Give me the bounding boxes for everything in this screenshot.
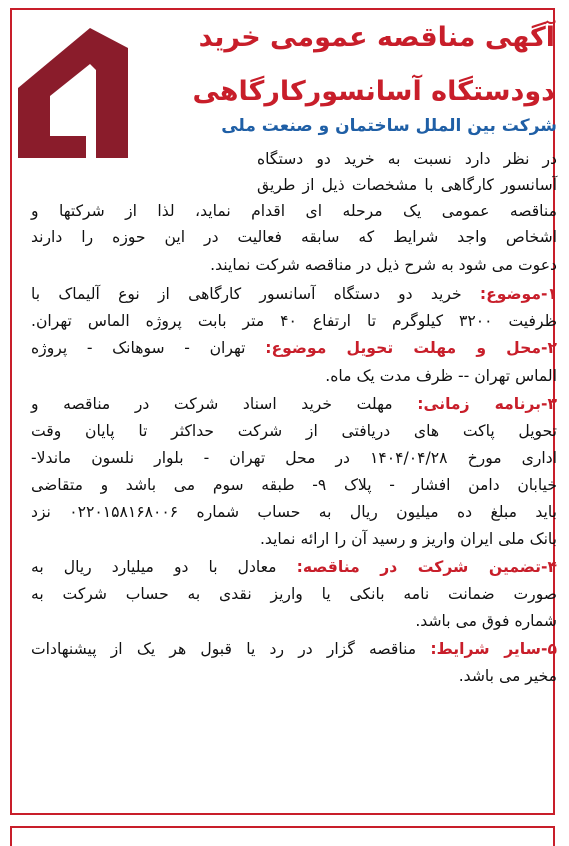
company-name: شرکت بین الملل ساختمان و صنعت ملی (221, 116, 557, 136)
item4-heading: ۴-تضمین شرکت در مناقصه: (296, 558, 557, 576)
item3-line: خیابان دامن افشار - پلاک ۹- طبقه سوم می باشد و متقاضی (31, 476, 557, 494)
item4-line (31, 560, 557, 576)
notice-title-line2: دودستگاه آسانسورکارگاهی (192, 76, 555, 107)
item1-heading: ۱-موضوع: (479, 285, 557, 303)
item5-text: مناقصه گزار در رد یا قبول هر یک از پیشنهادات (31, 640, 431, 658)
item2-text: تهران - سوهانک - پروژه (31, 339, 266, 357)
next-notice-border (10, 826, 555, 846)
company-logo (14, 24, 132, 162)
notice-title-line1: آگهی مناقصه عمومی خرید (198, 22, 555, 53)
item3-line: باید مبلغ ده میلیون ریال به حساب شماره ۰۲۲۰۱۵۸۱۶۸۰۰۶ نزد (31, 503, 557, 521)
item1-line (31, 287, 557, 303)
item2-heading: ۲-محل و مهلت تحویل موضوع: (265, 339, 557, 357)
item1-text: خرید دو دستگاه آسانسور کارگاهی از نوع آلیماک با (31, 285, 480, 303)
item3-line: بانک ملی ایران واریز و رسید آن را ارائه نماید. (259, 530, 557, 548)
item4-line: شماره فوق می باشد. (415, 612, 557, 630)
body-line: در نظر دارد نسبت به خرید دو دستگاه (257, 150, 557, 168)
item3-line (31, 397, 557, 413)
item5-line (31, 642, 557, 658)
item3-line: اداری مورخ ۱۴۰۴/۰۴/۲۸ در محل تهران - بلوار نلسون ماندلا- (31, 449, 557, 467)
item3-line: تحویل پاکت های دریافتی از شرکت حداکثر تا پایان وقت (31, 422, 557, 440)
item3-text: مهلت خرید اسناد شرکت در مناقصه و (31, 395, 418, 413)
body-line: مناقصه عمومی یک مرحله ای اقدام نماید، لذا از شرکتها و (31, 202, 557, 220)
item1-line: ظرفیت ۳۲۰۰ کیلوگرم تا ارتفاع ۴۰ متر بابت پروژه الماس تهران. (31, 312, 557, 330)
item5-heading: ۵-سایر شرایط: (430, 640, 557, 658)
body-line: اشخاص واجد شرایط که سابقه فعالیت در این حوزه را دارند (31, 228, 557, 246)
item2-line (31, 341, 557, 357)
body-line: دعوت می شود به شرح ذیل در مناقصه شرکت نمایند. (210, 256, 557, 274)
item4-text: معادل با دو میلیارد ریال به (31, 558, 297, 576)
item4-line: صورت ضمانت نامه بانکی یا واریز نقدی به حساب شرکت به (31, 585, 557, 603)
body-line: آسانسور کارگاهی با مشخصات ذیل از طریق (257, 176, 557, 194)
item5-line: مخیر می باشد. (458, 667, 557, 685)
item2-line: الماس تهران -- ظرف مدت یک ماه. (325, 367, 557, 385)
item3-heading: ۳-برنامه زمانی: (417, 395, 557, 413)
